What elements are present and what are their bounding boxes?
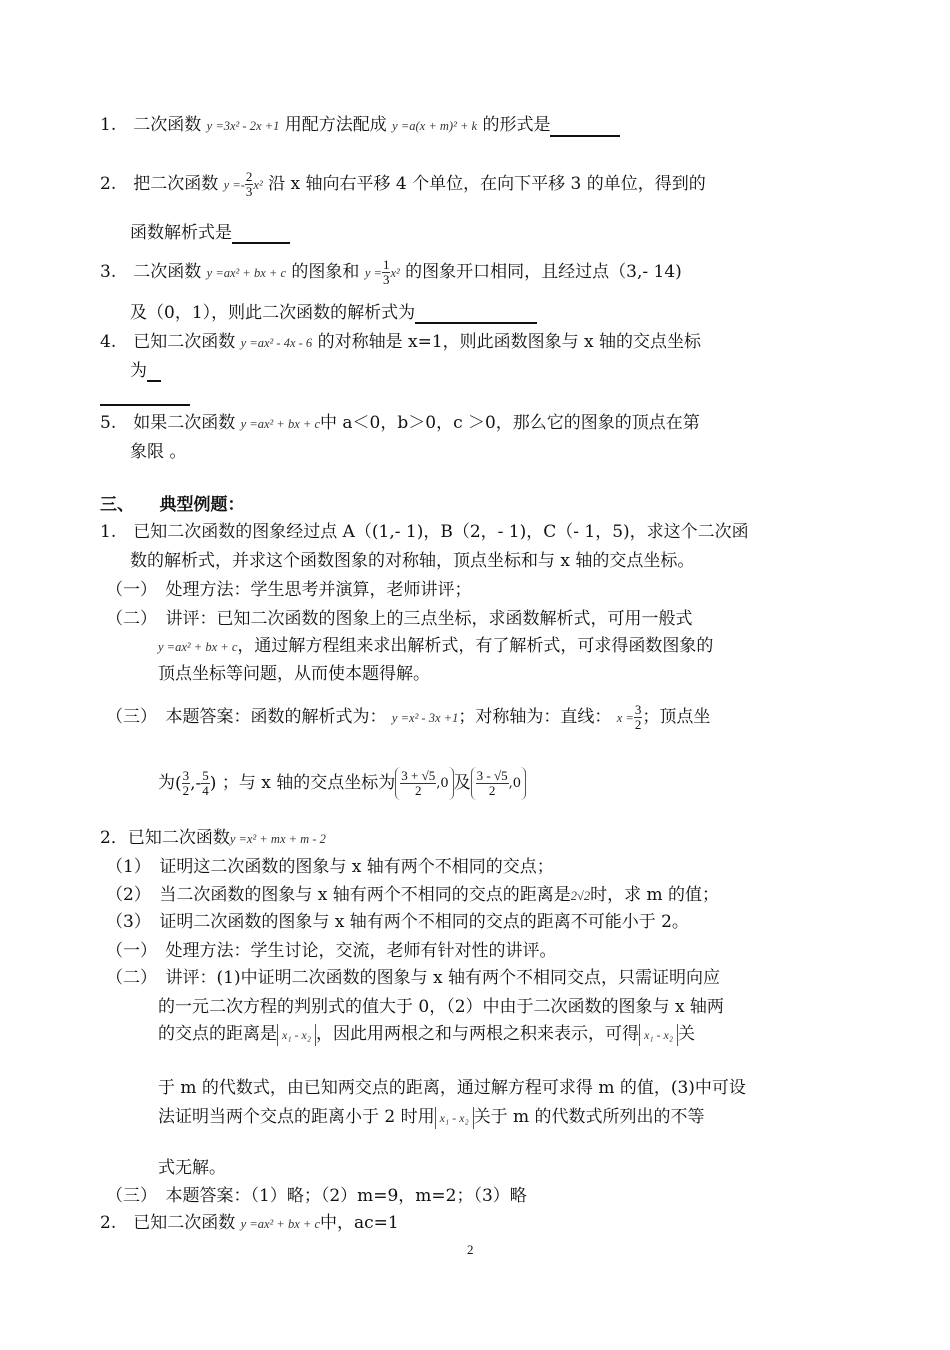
example-1-answer	[106, 703, 710, 732]
question-2	[100, 170, 706, 199]
e1-text-a: 1. 已知二次函数的图象经过点 A（(1,- 1)，B（2，- 1)，C（- 1，5)，求这个二次函	[100, 522, 749, 542]
e2-distance: 2√2	[570, 889, 591, 903]
example-2	[100, 827, 326, 850]
q3-formula-2: y =	[364, 266, 382, 280]
example-1	[100, 521, 749, 543]
example-1-answer-cont: 为( $\frac{3}{2}$ ,- $\frac{5}{4}$ ) ；与 x 轴的交点坐标为 $\frac{3 + √5}{2}$ ,0 及 $\frac{3 - √5}{2}$ ,0	[158, 767, 526, 800]
example-1-method	[106, 579, 472, 601]
page-number: 2	[467, 1242, 474, 1257]
answer-blank	[550, 117, 620, 137]
vertex-x	[182, 769, 191, 798]
section-title: 三、 典型例题：	[100, 495, 245, 515]
denominator: 2	[414, 783, 422, 798]
section-heading	[100, 494, 245, 516]
example-1-cont	[130, 550, 694, 572]
q1-formula-1: y =3x² - 2x +1	[206, 119, 280, 133]
numerator: 3 - √5	[476, 768, 508, 783]
e1-text-g: （三） 本题答案：函数的解析式为：	[106, 707, 387, 727]
e2-text-i: 于 m 的代数式，由已知两交点的距离，通过解方程可求得 m 的值，(3)中可设	[158, 1078, 746, 1098]
example-2-method	[106, 940, 557, 962]
e1-formula: y =ax² + bx + c	[158, 640, 238, 654]
example-1-comment-cont	[158, 635, 713, 658]
axis-x: x =	[616, 711, 634, 725]
e2-text-d: （3） 证明二次函数的图象与 x 轴有两个不相同的交点的距离不可能小于 2。	[106, 912, 689, 932]
question-4	[100, 331, 701, 354]
numerator: 5	[202, 768, 209, 783]
question-4-cont	[130, 360, 161, 382]
question-5-cont	[130, 441, 186, 463]
example-3	[100, 1212, 399, 1235]
root-2	[471, 767, 526, 800]
e1-text-e: ，通过解方程组来求出解析式，有了解析式，可求得函数图象的	[237, 636, 714, 656]
denominator: 2	[488, 783, 496, 798]
root-y: ,0	[436, 776, 449, 791]
q4-text-a: 4. 已知二次函数	[100, 332, 236, 352]
q3-formula-1: y =ax² + bx + c	[206, 266, 287, 280]
e3-text-a2: 中，ac=1	[320, 1213, 399, 1233]
denominator: 3	[382, 272, 390, 287]
denominator: 2	[634, 717, 642, 732]
answer-blank	[147, 362, 161, 382]
root-1	[395, 767, 453, 800]
example-2-comment-cont	[158, 996, 724, 1018]
q3-text-d: 及（0，1），则此二次函数的解析式为	[130, 303, 416, 323]
example-2-comment	[106, 967, 720, 989]
e2-text-b: （1） 证明这二次函数的图象与 x 轴有两个不相同的交点；	[106, 857, 554, 877]
q3-text-b: 的图象和	[291, 262, 360, 282]
q1-formula-2: y =a(x + m)² + k	[392, 119, 478, 133]
example-2-comment-cont2	[158, 1023, 695, 1046]
numerator: 3	[182, 768, 190, 783]
q2-formula: y =-	[223, 178, 245, 192]
numerator: 2	[245, 169, 253, 184]
denominator: 2	[182, 783, 190, 798]
x-squared: x²	[253, 178, 263, 192]
example-2-part-3	[106, 911, 689, 933]
e1-text-c: （一） 处理方法：学生思考并演算，老师讲评；	[106, 580, 472, 600]
e2-text-a: 2．已知二次函数	[100, 828, 230, 848]
q2-text-b: 沿 x 轴向右平移 4 个单位，在向下平移 3 的单位，得到的	[268, 174, 706, 194]
vertex-y	[201, 769, 210, 798]
example-2-comment-cont5	[158, 1157, 226, 1179]
question-3-cont	[130, 302, 537, 324]
question-5	[100, 412, 700, 435]
e2-text-g: 的一元二次方程的判别式的值大于 0，（2）中由于二次函数的图象与 x 轴两	[158, 997, 724, 1017]
q5-formula: y =ax² + bx + c	[240, 417, 321, 431]
q3-text-a: 3. 二次函数	[100, 262, 202, 282]
e2-text-h: 的交点的距离是	[158, 1024, 277, 1044]
q1-text-a: 1. 二次函数	[100, 115, 202, 135]
e2-text-h2: ，因此用两根之和与两根之积来表示，可得	[316, 1024, 639, 1044]
question-3	[100, 258, 682, 287]
denominator: 3	[245, 184, 253, 199]
e1-text-f: 顶点坐标等问题，从而使本题得解。	[158, 664, 430, 684]
e1-text-h3: 及	[453, 773, 471, 793]
numerator: 1	[382, 257, 390, 272]
e3-formula: y =ax² + bx + c	[240, 1217, 321, 1231]
e2-text-j2: 关于 m 的代数式所列出的不等	[473, 1107, 705, 1127]
q2-text-a: 2. 把二次函数	[100, 174, 219, 194]
example-1-comment	[106, 608, 693, 630]
example-2-answer	[106, 1185, 527, 1207]
example-2-part-2	[106, 884, 719, 907]
e3-text-a: 2. 已知二次函数	[100, 1213, 236, 1233]
example-1-comment-cont2	[158, 663, 430, 685]
q1-text-c: 的形式是	[482, 115, 551, 135]
question-2-cont	[130, 222, 290, 244]
example-2-comment-cont3	[158, 1077, 746, 1099]
q5-text-c: 象限 。	[130, 442, 187, 462]
q5-text-b: 中 a＜0，b＞0，c ＞0，那么它的图象的顶点在第	[320, 413, 700, 433]
root-y: ,0	[508, 776, 521, 791]
numerator: 3 + √5	[401, 768, 436, 783]
e2-text-h3: 关	[678, 1024, 695, 1044]
x-squared: x²	[390, 266, 400, 280]
e2-formula: y =x² + mx + m - 2	[229, 832, 326, 846]
q4-text-b: 的对称轴是 x=1，则此函数图象与 x 轴的交点坐标	[317, 332, 702, 352]
example-2-part-1	[106, 856, 554, 878]
e1-text-h2: ；与 x 轴的交点坐标为	[221, 773, 396, 793]
abs-x1-x2: x₁ - x₂	[435, 1107, 474, 1129]
example-2-comment-cont4	[158, 1106, 705, 1129]
e1-text-g2: ；对称轴为：直线：	[458, 707, 612, 727]
q1-text-b: 用配方法配成	[284, 115, 387, 135]
denominator: 4	[202, 783, 209, 798]
q4-text-c: 为	[130, 361, 147, 381]
e2-text-j: 法证明当两个交点的距离小于 2 时用	[158, 1107, 435, 1127]
answer-blank	[415, 304, 537, 324]
e2-text-l: （三） 本题答案：（1）略；（2）m=9，m=2；（3）略	[106, 1186, 527, 1206]
q5-text-a: 5. 如果二次函数	[100, 413, 236, 433]
numerator: 3	[634, 702, 642, 717]
e1-text-d: （二） 讲评：已知二次函数的图象上的三点坐标，求函数解析式，可用一般式	[106, 609, 693, 629]
answer-blank-line	[100, 404, 190, 406]
abs-x1-x2: x₁ - x₂	[277, 1024, 316, 1046]
e2-text-c: （2） 当二次函数的图象与 x 轴有两个不相同的交点的距离是	[106, 885, 571, 905]
question-1	[100, 114, 620, 137]
e1-text-h: 为	[158, 773, 175, 793]
e2-text-k: 式无解。	[158, 1158, 226, 1178]
e2-text-c2: 时，求 m 的值；	[590, 885, 720, 905]
e2-text-f: （二） 讲评：(1)中证明二次函数的图象与 x 轴有两个不相同交点，只需证明向应	[106, 968, 720, 988]
q3-text-c: 的图象开口相同，且经过点（3,- 14)	[405, 262, 682, 282]
e1-answer-formula: y =x² - 3x +1	[391, 711, 459, 725]
q2-text-c: 函数解析式是	[130, 223, 232, 243]
e2-text-e: （一） 处理方法：学生讨论，交流，老师有针对性的讲评。	[106, 941, 557, 961]
e1-text-g3: ；顶点坐	[642, 707, 711, 727]
q4-formula: y =ax² - 4x - 6	[240, 336, 313, 350]
abs-x1-x2: x₁ - x₂	[639, 1024, 678, 1046]
e1-text-b: 数的解析式，并求这个函数图象的对称轴，顶点坐标和与 x 轴的交点坐标。	[130, 551, 695, 571]
answer-blank	[232, 224, 290, 244]
